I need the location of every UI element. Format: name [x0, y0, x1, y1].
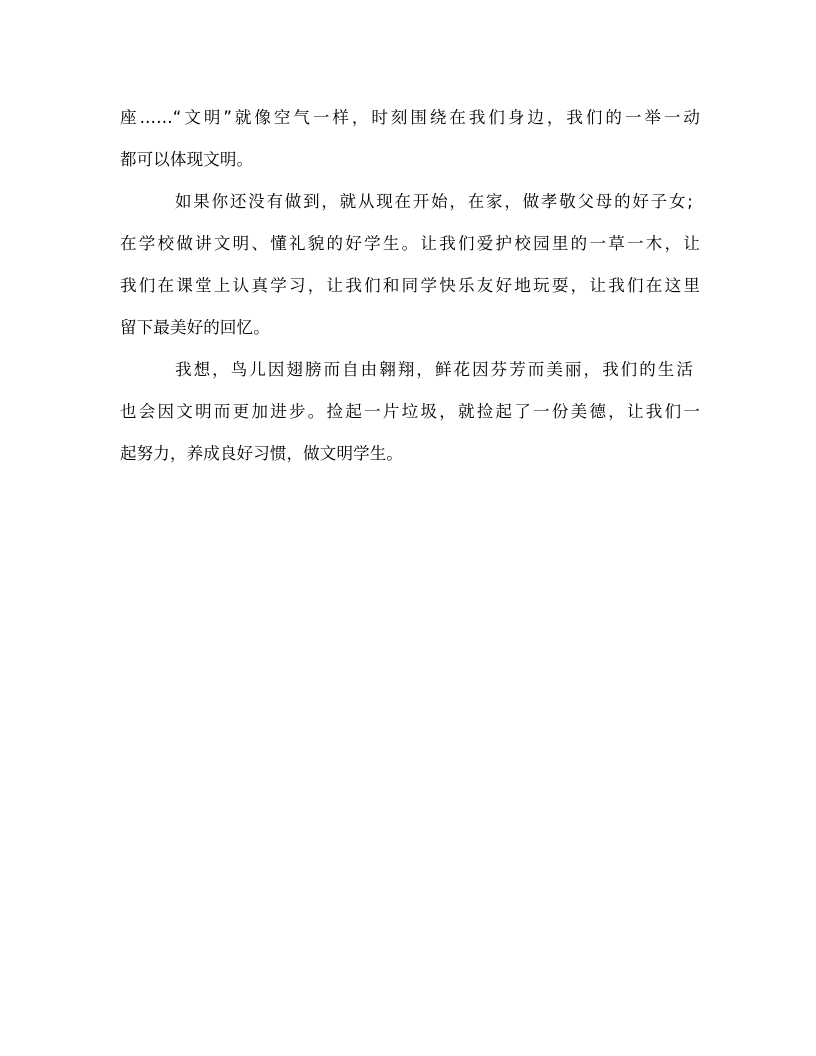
- paragraph-3-line-3: 起努力，养成良好习惯，做文明学生。: [120, 444, 404, 463]
- paragraph-3-line-1: 我想，鸟儿因翅膀而自由翱翔，鲜花因芬芳而美丽，我们的生活: [175, 360, 693, 379]
- paragraph-1-line-2: 都可以体现文明。: [120, 150, 254, 169]
- paragraph-2-line-4: 留下最美好的回忆。: [120, 318, 270, 337]
- paragraph-2-line-1: 如果你还没有做到，就从现在开始，在家，做孝敬父母的好子女;: [175, 192, 693, 211]
- paragraph-3-line-2: 也会因文明而更加进步。捡起一片垃圾，就捡起了一份美德，让我们一: [120, 402, 700, 421]
- paragraph-1-line-1: 座……“文明”就像空气一样，时刻围绕在我们身边，我们的一举一动: [120, 108, 700, 127]
- paragraph-2-line-3: 我们在课堂上认真学习，让我们和同学快乐友好地玩耍，让我们在这里: [120, 276, 700, 295]
- paragraph-2-line-2: 在学校做讲文明、懂礼貌的好学生。让我们爱护校园里的一草一木，让: [120, 234, 700, 253]
